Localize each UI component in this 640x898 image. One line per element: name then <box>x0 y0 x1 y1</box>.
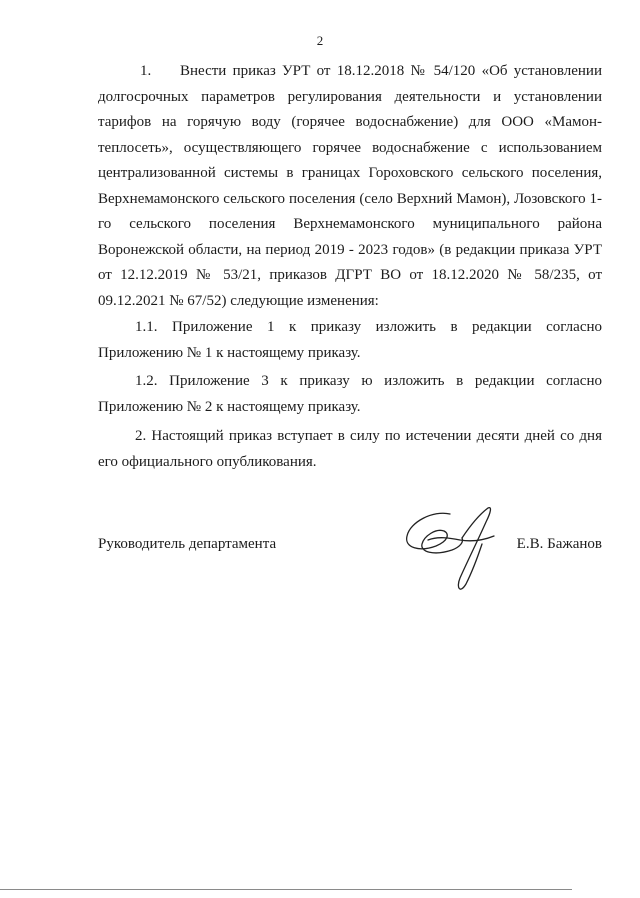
signatory-name: Е.В. Бажанов <box>516 536 602 552</box>
document-body <box>98 59 602 475</box>
paragraph-item-2: 2. Настоящий приказ вступает в силу по истечении десяти дней со дня его официального опубликования. <box>98 428 602 470</box>
item-1-number: 1. <box>140 63 152 79</box>
paragraph-item-1-2: 1.2. Приложение 3 к приказу ю изложить в редакции согласно Приложению № 2 к настоящему приказу. <box>98 373 602 415</box>
page-number: 2 <box>316 33 324 48</box>
footer-rule <box>0 889 572 890</box>
handwritten-signature <box>398 500 508 600</box>
paragraph-item-1-1: 1.1. Приложение 1 к приказу изложить в редакции согласно Приложению № 1 к настоящему приказу. <box>98 319 602 361</box>
item-1-text: Внести приказ УРТ от 18.12.2018 № 54/120 «Об установлении долгосрочных параметров регулирования деятельности и установлении тарифов на горячую воду (горячее водоснабжение) для ООО «Мамон-теплосеть», осуществляющего горячее водоснабжение с использованием централизованной системы в границах Гороховского сельского поселения, Верхнемамонского сельского поселения (село Верхний Мамон), Лозовского 1-го сельского поселения Верхнемамонского муниципального района Воронежской области, на период 2019 - 2023 годов» (в редакции приказа УРТ от 12.12.2019 № 53/21, приказов ДГРТ ВО от 18.12.2020 № 58/235, от 09.12.2021 № 67/52) следующие изменения: <box>98 63 602 309</box>
paragraph-item-1 <box>98 59 602 314</box>
signatory-title: Руководитель департамента <box>98 536 277 552</box>
